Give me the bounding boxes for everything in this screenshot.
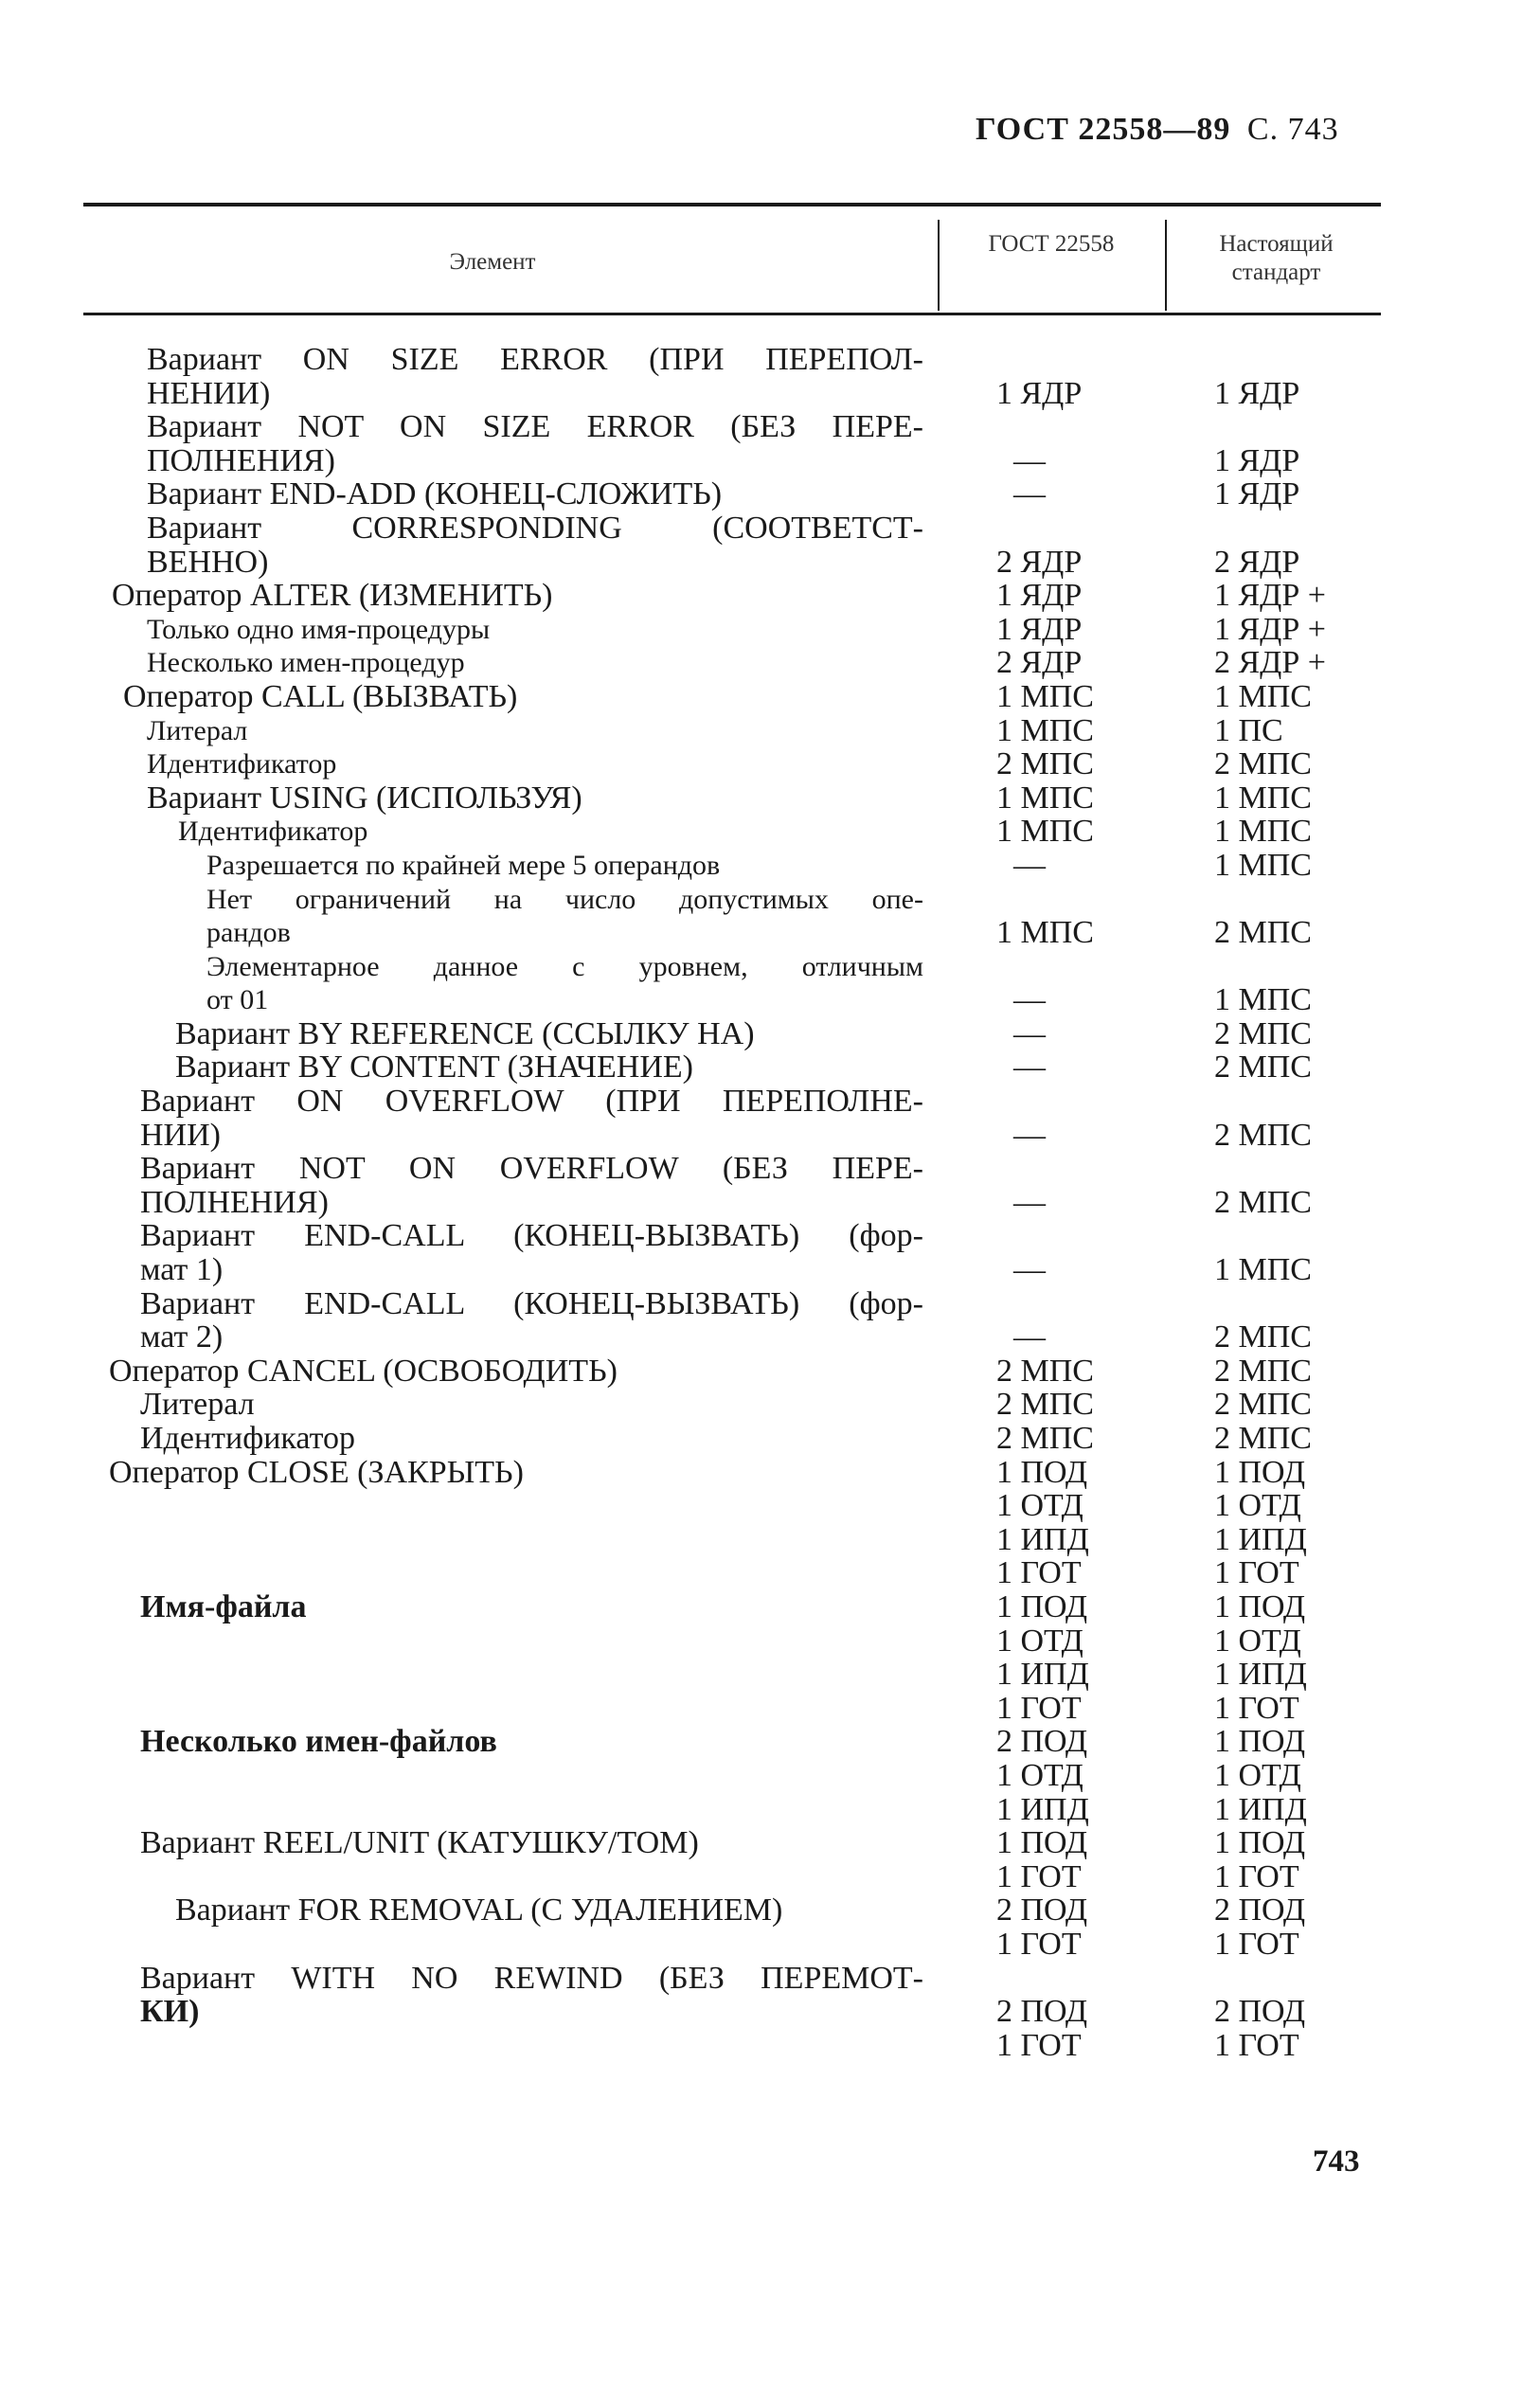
gost-level-cell: 1 МПС <box>996 915 1094 951</box>
current-standard-level-cell: 2 МПС <box>1214 1319 1312 1355</box>
table-row <box>0 511 1540 546</box>
element-cell: Вариант BY REFERENCE (ССЫЛКУ НА) <box>175 1015 755 1051</box>
gost-level-cell: 2 ПОД <box>996 1893 1088 1929</box>
table-row <box>0 1388 1540 1422</box>
table-row <box>0 1624 1540 1659</box>
table-row <box>0 1523 1540 1557</box>
gost-level-cell: — <box>1013 1015 1046 1051</box>
current-standard-level-cell: 1 ИПД <box>1214 1521 1307 1557</box>
gost-level-cell: 2 ЯДР <box>996 544 1083 580</box>
current-standard-level-cell: 2 МПС <box>1214 1353 1312 1389</box>
table-row <box>0 1489 1540 1523</box>
current-standard-level-cell: 1 ГОТ <box>1214 1926 1299 1962</box>
table-row <box>0 477 1540 511</box>
gost-level-cell: 1 ГОТ <box>996 1555 1082 1591</box>
table-row <box>0 1893 1540 1928</box>
current-standard-level-cell: 2 ЯДР + <box>1214 645 1326 681</box>
table-row <box>0 1287 1540 1321</box>
element-cell: Разрешается по крайней мере 5 операндов <box>206 849 721 881</box>
element-cell: Идентификатор <box>140 1421 356 1456</box>
table-row <box>0 1422 1540 1456</box>
column-header-gost <box>947 230 1155 259</box>
element-cell: КИ) <box>140 1994 200 2030</box>
gost-level-cell: 1 ПОД <box>996 1825 1088 1861</box>
gost-level-cell: — <box>1013 1117 1046 1153</box>
running-header <box>976 112 1383 148</box>
table-row <box>0 1995 1540 2029</box>
current-standard-level-cell: 1 ГОТ <box>1214 1858 1299 1894</box>
table-row <box>0 1556 1540 1590</box>
element-cell: Вариант ON SIZE ERROR (ПРИ ПЕРЕПОЛ- <box>147 342 923 377</box>
element-cell: Оператор CANCEL (ОСВОБОДИТЬ) <box>109 1353 618 1389</box>
gost-level-cell: 1 ЯДР <box>996 611 1083 647</box>
column-header-element: Элемент <box>449 249 536 275</box>
element-cell: НЕНИИ) <box>147 375 271 411</box>
current-standard-level-cell: 1 ЯДР <box>1214 442 1300 478</box>
table-row <box>0 1962 1540 1996</box>
element-cell: Вариант END-ADD (КОНЕЦ-СЛОЖИТЬ) <box>147 476 723 512</box>
element-cell: Литерал <box>140 1387 255 1423</box>
gost-level-cell: — <box>1013 847 1046 883</box>
table-row <box>0 1826 1540 1860</box>
table-row <box>0 1456 1540 1490</box>
gost-level-cell: 1 ЯДР <box>996 578 1083 614</box>
current-standard-level-cell: 2 МПС <box>1214 1117 1312 1153</box>
table-row <box>0 1253 1540 1287</box>
element-cell: Вариант CORRESPONDING (СООТВЕТСТ- <box>147 510 923 546</box>
gost-level-cell: 2 МПС <box>996 746 1094 782</box>
table-row <box>0 983 1540 1017</box>
table-row <box>0 1085 1540 1119</box>
current-standard-level-cell: 1 МПС <box>1214 847 1312 883</box>
current-standard-level-cell: 2 МПС <box>1214 1049 1312 1085</box>
gost-level-cell: 2 ПОД <box>996 1994 1088 2030</box>
element-cell: Несколько имен-процедур <box>147 647 465 679</box>
current-standard-level-cell: 1 ГОТ <box>1214 1555 1299 1591</box>
column-header-gost-label: ГОСТ 22558 <box>988 231 1115 257</box>
element-cell: Вариант BY CONTENT (ЗНАЧЕНИЕ) <box>175 1049 693 1085</box>
gost-level-cell: — <box>1013 982 1046 1018</box>
current-standard-level-cell: 2 МПС <box>1214 1421 1312 1456</box>
element-cell: Оператор CALL (ВЫЗВАТЬ) <box>123 678 518 714</box>
element-cell: Вариант REEL/UNIT (КАТУШКУ/ТОМ) <box>140 1825 699 1861</box>
table-row <box>0 950 1540 984</box>
element-cell: Вариант NOT ON OVERFLOW (БЕЗ ПЕРЕ- <box>140 1151 923 1187</box>
table-row <box>0 1590 1540 1624</box>
current-standard-level-cell: 2 ЯДР <box>1214 544 1300 580</box>
gost-level-cell: — <box>1013 476 1046 512</box>
gost-level-cell: 1 ГОТ <box>996 1690 1082 1726</box>
current-standard-level-cell: 1 ИПД <box>1214 1657 1307 1693</box>
table-row <box>0 1017 1540 1051</box>
table-row <box>0 781 1540 816</box>
table-row <box>0 916 1540 950</box>
element-cell: Элементарное данное с уровнем, отличным <box>206 950 923 982</box>
gost-level-cell: — <box>1013 1049 1046 1085</box>
page-number: 743 <box>1313 2144 1360 2179</box>
current-standard-level-cell: 1 МПС <box>1214 814 1312 850</box>
current-standard-level-cell: 1 ГОТ <box>1214 1690 1299 1726</box>
element-cell: Идентификатор <box>178 816 368 848</box>
current-standard-level-cell: 1 ПОД <box>1214 1825 1306 1861</box>
table-row <box>0 1320 1540 1354</box>
gost-level-cell: 1 ПОД <box>996 1588 1088 1624</box>
current-standard-level-cell: 2 МПС <box>1214 915 1312 951</box>
element-cell: Вариант ON OVERFLOW (ПРИ ПЕРЕПОЛНЕ- <box>140 1084 923 1120</box>
table-row <box>0 1219 1540 1253</box>
gost-level-cell: 1 ОТД <box>996 1488 1083 1524</box>
table-row <box>0 343 1540 377</box>
element-cell: от 01 <box>206 984 269 1016</box>
element-cell: ВЕННО) <box>147 544 269 580</box>
current-standard-level-cell: 2 МПС <box>1214 746 1312 782</box>
gost-level-cell: — <box>1013 1252 1046 1288</box>
table-row <box>0 849 1540 883</box>
gost-level-cell: — <box>1013 1184 1046 1220</box>
gost-level-cell: 1 ГОТ <box>996 1926 1082 1962</box>
current-standard-level-cell: 1 ЯДР + <box>1214 611 1326 647</box>
element-cell: Вариант USING (ИСПОЛЬЗУЯ) <box>147 780 582 816</box>
table-row <box>0 1186 1540 1220</box>
table-header-rule <box>83 313 1381 315</box>
gost-level-cell: 2 ЯДР <box>996 645 1083 681</box>
current-standard-level-cell: 1 ПОД <box>1214 1724 1306 1760</box>
gost-level-cell: 1 ГОТ <box>996 1858 1082 1894</box>
gost-level-cell: 1 МПС <box>996 712 1094 748</box>
table-row <box>0 2029 1540 2063</box>
table-row <box>0 1759 1540 1793</box>
element-cell: ПОЛНЕНИЯ) <box>140 1184 329 1220</box>
current-standard-level-cell: 1 ЯДР <box>1214 375 1300 411</box>
gost-level-cell: 1 МПС <box>996 678 1094 714</box>
table-row <box>0 1658 1540 1692</box>
gost-level-cell: 1 ОТД <box>996 1757 1083 1793</box>
current-standard-level-cell: 1 МПС <box>1214 678 1312 714</box>
current-standard-level-cell: 1 ГОТ <box>1214 2027 1299 2063</box>
element-cell: мат 2) <box>140 1319 224 1355</box>
current-standard-level-cell: 1 ИПД <box>1214 1791 1307 1827</box>
element-cell: Идентификатор <box>147 748 337 780</box>
table-row <box>0 1354 1540 1389</box>
element-cell: рандов <box>206 917 291 949</box>
current-standard-level-cell: 1 ОТД <box>1214 1757 1301 1793</box>
gost-level-cell: 1 ИПД <box>996 1521 1089 1557</box>
current-standard-level-cell: 1 ПОД <box>1214 1454 1306 1490</box>
table-row <box>0 377 1540 411</box>
table-row <box>0 883 1540 917</box>
element-cell: Только одно имя-процедуры <box>147 613 491 645</box>
element-cell: Оператор CLOSE (ЗАКРЫТЬ) <box>109 1454 524 1490</box>
gost-level-cell: 1 МПС <box>996 780 1094 816</box>
table-row <box>0 680 1540 714</box>
table-row <box>0 1050 1540 1085</box>
gost-level-cell: 1 ЯДР <box>996 375 1083 411</box>
column-divider-2 <box>1165 220 1167 311</box>
table-row <box>0 579 1540 613</box>
gost-level-cell: 2 ПОД <box>996 1724 1088 1760</box>
current-standard-level-cell: 1 ЯДР <box>1214 476 1300 512</box>
table-row <box>0 1793 1540 1827</box>
table-body <box>0 343 1540 2062</box>
table-row <box>0 444 1540 478</box>
gost-level-cell: 2 МПС <box>996 1421 1094 1456</box>
element-cell: Нет ограничений на число допустимых опе- <box>206 883 923 915</box>
current-standard-level-cell: 2 ПОД <box>1214 1893 1306 1929</box>
gost-level-cell: 2 МПС <box>996 1387 1094 1423</box>
table-row <box>0 410 1540 444</box>
element-cell: Вариант END-CALL (КОНЕЦ-ВЫЗВАТЬ) (фор- <box>140 1218 923 1254</box>
table-top-rule <box>83 203 1381 206</box>
current-standard-level-cell: 2 МПС <box>1214 1015 1312 1051</box>
element-cell: Оператор ALTER (ИЗМЕНИТЬ) <box>112 578 553 614</box>
table-row <box>0 1928 1540 1962</box>
gost-level-cell: — <box>1013 1319 1046 1355</box>
table-row <box>0 546 1540 580</box>
current-standard-level-cell: 1 ОТД <box>1214 1623 1301 1659</box>
current-standard-level-cell: 1 ПОД <box>1214 1588 1306 1624</box>
element-cell: Вариант END-CALL (КОНЕЦ-ВЫЗВАТЬ) (фор- <box>140 1285 923 1321</box>
gost-level-cell: — <box>1013 442 1046 478</box>
element-cell: Вариант NOT ON SIZE ERROR (БЕЗ ПЕРЕ- <box>147 409 923 445</box>
table-row <box>0 613 1540 647</box>
current-standard-level-cell: 2 ПОД <box>1214 1994 1306 2030</box>
table-row <box>0 646 1540 680</box>
element-cell: Литерал <box>147 714 248 746</box>
current-standard-level-cell: 2 МПС <box>1214 1184 1312 1220</box>
gost-level-cell: 1 ИПД <box>996 1657 1089 1693</box>
column-header-current-standard: Настоящий стандарт <box>1219 231 1334 285</box>
gost-level-cell: 1 ОТД <box>996 1623 1083 1659</box>
current-standard-level-cell: 1 МПС <box>1214 780 1312 816</box>
element-cell: Имя-файла <box>140 1588 307 1624</box>
gost-level-cell: 1 ПОД <box>996 1454 1088 1490</box>
current-standard-level-cell: 1 ОТД <box>1214 1488 1301 1524</box>
element-cell: ПОЛНЕНИЯ) <box>147 442 335 478</box>
table-row <box>0 1152 1540 1186</box>
element-cell: Вариант WITH NO REWIND (БЕЗ ПЕРЕМОТ- <box>140 1960 923 1996</box>
current-standard-level-cell: 1 ПС <box>1214 712 1283 748</box>
gost-level-cell: 2 МПС <box>996 1353 1094 1389</box>
element-cell: Вариант FOR REMOVAL (С УДАЛЕНИЕМ) <box>175 1893 783 1929</box>
element-cell: Несколько имен-файлов <box>140 1724 497 1760</box>
standard-number: ГОСТ 22558—89 <box>976 112 1231 147</box>
current-standard-level-cell: 1 ЯДР + <box>1214 578 1326 614</box>
column-divider-1 <box>938 220 940 311</box>
current-standard-level-cell: 1 МПС <box>1214 1252 1312 1288</box>
element-cell: НИИ) <box>140 1117 221 1153</box>
table-row <box>0 1725 1540 1759</box>
gost-level-cell: 1 ИПД <box>996 1791 1089 1827</box>
table-row <box>0 1860 1540 1894</box>
element-cell: мат 1) <box>140 1252 224 1288</box>
table-row <box>0 714 1540 748</box>
gost-level-cell: 1 МПС <box>996 814 1094 850</box>
table-row <box>0 747 1540 781</box>
table-row <box>0 815 1540 849</box>
table-row <box>0 1692 1540 1726</box>
table-row <box>0 1119 1540 1153</box>
current-standard-level-cell: 2 МПС <box>1214 1387 1312 1423</box>
page-label: С. 743 <box>1246 112 1339 147</box>
current-standard-level-cell: 1 МПС <box>1214 982 1312 1018</box>
gost-level-cell: 1 ГОТ <box>996 2027 1082 2063</box>
